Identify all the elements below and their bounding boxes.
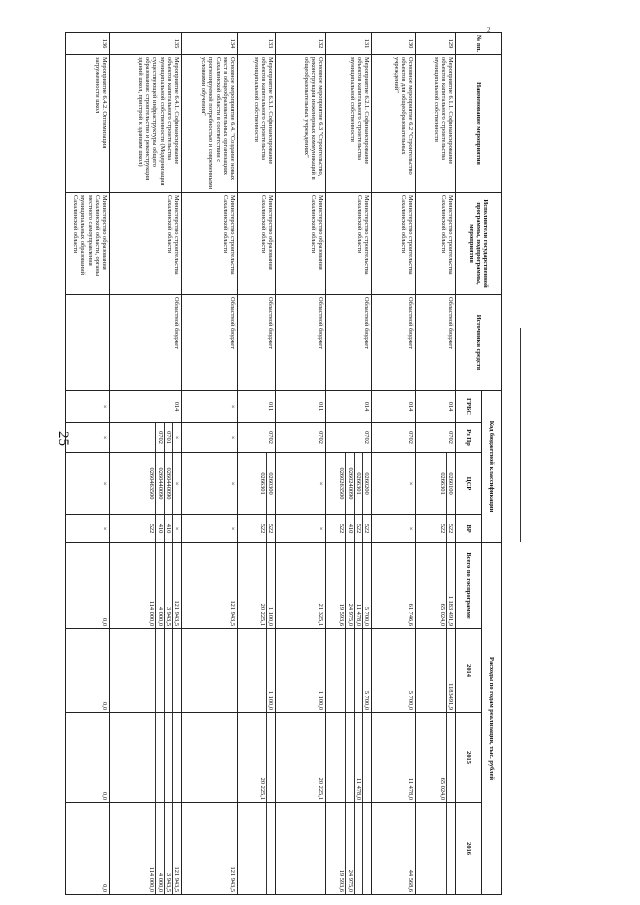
csr-code-line: 0260440090	[165, 453, 173, 514]
total-amount	[372, 543, 416, 629]
row-num: 130	[372, 33, 416, 55]
grbs-code: ×	[66, 391, 110, 423]
amount-2015-line: 11 478,0	[355, 713, 363, 802]
total-amount-line: 65 024,0	[439, 543, 447, 628]
amount-2015-line: 0,0	[101, 792, 108, 801]
amount-2015-line: 11 478,0	[407, 777, 414, 801]
amount-2015-line	[447, 713, 454, 802]
header-2016: 2016	[456, 803, 482, 895]
amount-2016-line	[439, 803, 447, 894]
csr-code-line: 0260463500	[148, 453, 156, 514]
table-row	[182, 33, 238, 895]
csr-code	[416, 453, 456, 515]
vr-code-line: 410	[156, 515, 164, 542]
amount-2014-line	[229, 629, 236, 712]
vr-code	[238, 515, 276, 543]
executor: Министерство строительства Сахалинской области	[110, 193, 182, 295]
amount-2016	[326, 803, 372, 895]
amount-2014-line	[165, 629, 173, 712]
csr-code-line: 0260240090	[346, 453, 354, 514]
csr-code-line: 0260300	[267, 472, 274, 495]
table-body	[66, 33, 456, 895]
amount-2014-line: 5 700,0	[407, 690, 414, 711]
total-amount-line: 19 593,6	[338, 543, 346, 628]
row-num: 134	[182, 33, 238, 55]
grbs-code: 014	[372, 391, 416, 423]
vr-code-line: ×	[229, 526, 236, 531]
amount-2016	[182, 803, 238, 895]
rzpr-code	[110, 423, 182, 453]
vr-code	[276, 515, 326, 543]
amount-2016-line: 0,0	[101, 884, 108, 893]
rzpr-code: 0702	[416, 423, 456, 453]
vr-code-line: ×	[173, 526, 180, 531]
rzpr-code: 0702	[238, 423, 276, 453]
rzpr-code: 0702	[372, 423, 416, 453]
total-amount	[66, 543, 110, 629]
table-row	[66, 33, 110, 895]
amount-2016-line	[355, 803, 363, 894]
activity-name: Мероприятие 6.1.1. Софинансирование объектов капитального строительства муниципальной собственности	[416, 55, 456, 193]
amount-2016	[416, 803, 456, 895]
header-name: Наименование мероприятия	[456, 55, 502, 193]
csr-code	[238, 453, 276, 515]
vr-code	[182, 515, 238, 543]
grbs-code: 014	[326, 391, 372, 423]
vr-code-line: 522	[338, 515, 346, 542]
csr-code-line: 0260200	[363, 472, 370, 495]
total-amount-line: 114 000,0	[148, 543, 156, 628]
amount-2015-line	[148, 713, 156, 802]
amount-2015	[110, 713, 182, 803]
amount-2015-line: 65 024,0	[439, 713, 447, 802]
funding-source: Областной бюджет	[182, 295, 238, 391]
amount-2014-line	[338, 629, 346, 712]
activity-name: Мероприятие 6.4.2. Оптимизация загруженности школ	[66, 55, 110, 193]
amount-2016	[110, 803, 182, 895]
rzpr-code-line: 0702	[156, 423, 164, 452]
total-amount-line: 0,0	[101, 618, 108, 627]
header-source: Источники средств	[456, 295, 502, 391]
total-amount-line: 5 700,0	[363, 606, 370, 627]
header-2015: 2015	[456, 713, 482, 803]
total-amount	[416, 543, 456, 629]
rzpr-code-line: ×	[173, 435, 180, 440]
corner-mark: 2	[487, 26, 491, 34]
vr-code	[326, 515, 372, 543]
amount-2015	[182, 713, 238, 803]
funding-source: Областной бюджет	[276, 295, 326, 391]
header-csr: ЦСР	[456, 453, 482, 515]
total-amount-line: 1 100,0	[267, 606, 274, 627]
amount-2016-line: 3 943,5	[165, 803, 173, 894]
executor: Министерство строительства Сахалинской области	[326, 193, 372, 295]
amount-2015	[416, 713, 456, 803]
amount-2014	[182, 629, 238, 713]
csr-code-line: ×	[173, 481, 180, 486]
vr-code-line: ×	[317, 526, 324, 531]
csr-code	[372, 453, 416, 515]
total-amount-line: 11 478,0	[355, 543, 363, 628]
rzpr-code: ×	[182, 423, 238, 453]
amount-2014-line	[259, 629, 267, 712]
table-row	[416, 33, 456, 895]
csr-code-line: 0260440090	[156, 453, 164, 514]
vr-code-line: 410	[165, 515, 173, 542]
vr-code-line: 522	[355, 515, 363, 542]
amount-2015-line: 20 225,1	[259, 713, 267, 802]
amount-2014-line: 0,0	[101, 702, 108, 711]
funding-source	[66, 295, 110, 391]
activity-name: Мероприятие 6.3.1. Софинансирование объектов капитального строительства муниципальной собственности	[238, 55, 276, 193]
executor: Министерство строительства Сахалинской области	[416, 193, 456, 295]
total-amount-line: 20 225,1	[259, 543, 267, 628]
amount-2014-line: 5 700,0	[363, 690, 370, 711]
amount-2016	[66, 803, 110, 895]
total-amount-line: 61 746,6	[407, 603, 414, 627]
vr-code-line: 522	[439, 515, 447, 542]
amount-2014-line	[148, 629, 156, 712]
amount-2016	[276, 803, 326, 895]
vr-code	[372, 515, 416, 543]
header-total: Всего по госпрограмме	[456, 543, 482, 629]
amount-2014-line: 1 100,0	[267, 690, 274, 711]
amount-2016-line: 121 943,5	[173, 866, 180, 893]
table-row	[238, 33, 276, 895]
vr-code-line: ×	[407, 526, 414, 531]
header-rzpr: Рз Пр	[456, 423, 482, 453]
csr-code-line: ×	[317, 481, 324, 486]
executor: Министерство строительства Сахалинской области	[372, 193, 416, 295]
amount-2016-line	[317, 803, 324, 894]
total-amount-line: 3 943,5	[165, 543, 173, 628]
rzpr-code-line	[148, 423, 156, 452]
table-row	[326, 33, 372, 895]
grbs-code: 011	[238, 391, 276, 423]
grbs-code: 011	[276, 391, 326, 423]
table-row	[372, 33, 416, 895]
amount-2016-line: 19 593,6	[338, 803, 346, 894]
total-amount-line: 21 325,1	[317, 603, 324, 627]
total-amount	[238, 543, 276, 629]
header-vr: ВР	[456, 515, 482, 543]
vr-code	[66, 515, 110, 543]
csr-code-line: ×	[407, 481, 414, 486]
table-row	[276, 33, 326, 895]
header-budget-classification: Код бюджетной классификации	[482, 391, 502, 543]
rzpr-code-line: 0701	[165, 423, 173, 452]
amount-2015-line: 20 225,1	[317, 777, 324, 801]
vr-code	[110, 515, 182, 543]
amount-2014-line	[346, 629, 354, 712]
amount-2015-line	[229, 713, 236, 802]
total-amount	[276, 543, 326, 629]
csr-code-line: 0266301	[259, 453, 267, 514]
amount-2014	[238, 629, 276, 713]
amount-2014	[372, 629, 416, 713]
csr-code	[182, 453, 238, 515]
vr-code-line: ×	[101, 526, 108, 531]
row-num: 133	[238, 33, 276, 55]
amount-2016	[372, 803, 416, 895]
row-num: 129	[416, 33, 456, 55]
activity-name: Мероприятие 6.2.1. Софинансирование объектов капитального строительства муниципальной собственности	[326, 55, 372, 193]
grbs-code: 014	[110, 391, 182, 423]
csr-code	[326, 453, 372, 515]
amount-2014	[326, 629, 372, 713]
vr-code	[416, 515, 456, 543]
total-amount-line: 1 183 491,9	[447, 595, 454, 627]
budget-table	[65, 32, 502, 895]
amount-2014	[66, 629, 110, 713]
executor: Министерство строительства Сахалинской области	[182, 193, 238, 295]
header-expenses: Расходы по годам реализации, тыс. рублей	[482, 543, 502, 895]
amount-2015-line	[173, 713, 180, 802]
divider-line	[520, 328, 521, 542]
total-amount-line: 121 943,5	[173, 600, 180, 627]
table-row	[110, 33, 182, 895]
funding-source: Областной бюджет	[372, 295, 416, 391]
row-num: 136	[66, 33, 110, 55]
amount-2016-line	[447, 803, 454, 894]
csr-code-line: 0260263500	[338, 453, 346, 514]
funding-source: Областной бюджет	[416, 295, 456, 391]
funding-source: Областной бюджет	[238, 295, 276, 391]
csr-code-line: ×	[229, 481, 236, 486]
total-amount	[182, 543, 238, 629]
header-num: № пп.	[456, 33, 502, 55]
amount-2016-line	[363, 803, 370, 894]
activity-name: Основное мероприятие 6.2 "Строительство объектов для общеобразовательных учреждений"	[372, 55, 416, 193]
amount-2014-line	[173, 629, 180, 712]
vr-code-line: 522	[148, 515, 156, 542]
executor: Министерство образования Сахалинской области, органы местного самоуправления муниципальных образований Сахалинской области	[66, 193, 110, 295]
amount-2015-line	[363, 713, 370, 802]
activity-name: Основное мероприятие 6.3 "Строительство, реконструкция инженерных коммуникаций в общеобразовательных учреждениях"	[276, 55, 326, 193]
amount-2016-line: 44 568,6	[407, 869, 414, 893]
activity-name: Мероприятие 6.4.1. Софинансирование объектов капитального строительства муниципальной собственности (Модернизация существующей инфраструктуры общего образования: строительство и реконструкция зданий школ, пристрой к зданиям школ)	[110, 55, 182, 193]
funding-source: Областной бюджет	[110, 295, 182, 391]
amount-2014-line: 1183491,9	[447, 683, 454, 711]
amount-2016-line: 121 943,5	[229, 866, 236, 893]
amount-2016	[238, 803, 276, 895]
row-num: 131	[326, 33, 372, 55]
vr-code-line: 522	[447, 523, 454, 534]
vr-code-line: 410	[346, 515, 354, 542]
amount-2015-line	[338, 713, 346, 802]
vr-code-line: 522	[267, 523, 274, 534]
page-number: 25	[55, 431, 71, 446]
csr-code-line: ×	[101, 481, 108, 486]
rzpr-code: 0702	[276, 423, 326, 453]
csr-code-line: 0266301	[355, 453, 363, 514]
executor: Министерство образования Сахалинской области	[238, 193, 276, 295]
csr-code	[110, 453, 182, 515]
row-num: 135	[110, 33, 182, 55]
vr-code-line: 522	[259, 515, 267, 542]
total-amount-line: 121 943,5	[229, 600, 236, 627]
grbs-code: 014	[416, 391, 456, 423]
grbs-code: ×	[182, 391, 238, 423]
amount-2015	[238, 713, 276, 803]
vr-code-line: 522	[363, 523, 370, 534]
rzpr-code: 0702	[326, 423, 372, 453]
amount-2014	[276, 629, 326, 713]
amount-2015-line	[165, 713, 173, 802]
rzpr-code: ×	[66, 423, 110, 453]
header-2014: 2014	[456, 629, 482, 713]
amount-2014	[416, 629, 456, 713]
amount-2015	[276, 713, 326, 803]
row-num: 132	[276, 33, 326, 55]
amount-2015-line	[346, 713, 354, 802]
amount-2015-line	[156, 713, 164, 802]
csr-code	[66, 453, 110, 515]
executor: Министерство образования Сахалинской области	[276, 193, 326, 295]
total-amount	[110, 543, 182, 629]
total-amount-line: 24 975,0	[346, 543, 354, 628]
amount-2015-line	[267, 713, 274, 802]
amount-2016-line: 24 975,0	[346, 803, 354, 894]
header-grbs: ГРБС	[456, 391, 482, 423]
amount-2016-line: 114 000,0	[148, 803, 156, 894]
amount-2016-line	[267, 803, 274, 894]
amount-2014-line	[439, 629, 447, 712]
header-executor: Исполнители государственной программы, подпрограммы, мероприятия	[456, 193, 502, 295]
amount-2016-line	[259, 803, 267, 894]
amount-2015	[326, 713, 372, 803]
csr-code-line: 0260100	[447, 472, 454, 495]
csr-code-line: 0266301	[439, 453, 447, 514]
amount-2014-line	[355, 629, 363, 712]
amount-2015	[372, 713, 416, 803]
total-amount	[326, 543, 372, 629]
activity-name: Основное мероприятие 6.4. "Создание новых мест в общеобразовательных организациях Сахалинской области в соответствии с прогнозируемой потребностью и современными условиями обучения"	[182, 55, 238, 193]
total-amount-line: 4 000,0	[156, 543, 164, 628]
amount-2014	[110, 629, 182, 713]
amount-2016-line: 4 000,0	[156, 803, 164, 894]
amount-2015	[66, 713, 110, 803]
funding-source: Областной бюджет	[326, 295, 372, 391]
rotated-table-area	[72, 32, 502, 894]
csr-code	[276, 453, 326, 515]
amount-2014-line: 1 100,0	[317, 690, 324, 711]
amount-2014-line	[156, 629, 164, 712]
